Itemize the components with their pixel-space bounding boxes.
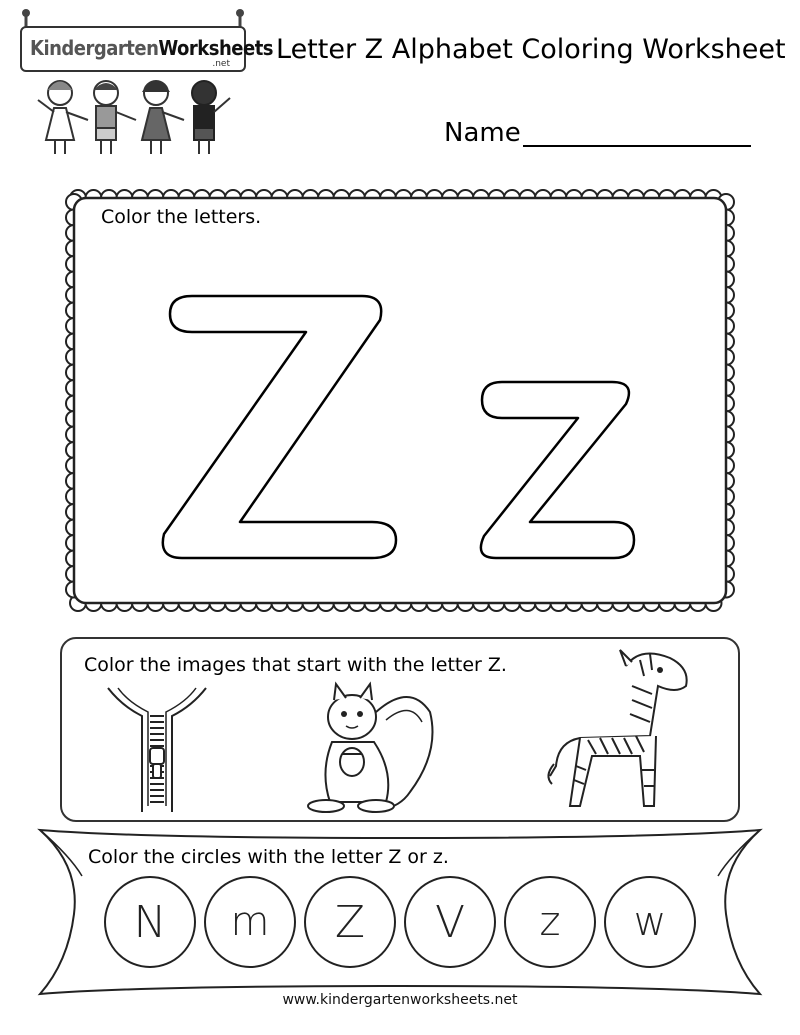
lowercase-z-outline[interactable] <box>481 382 634 558</box>
footer-url: www.kindergartenworksheets.net <box>282 992 518 1008</box>
site-logo <box>18 8 274 158</box>
page-title: Letter Z Alphabet Coloring Worksheet <box>276 34 786 65</box>
letter-circle-1[interactable]: N <box>104 876 196 968</box>
name-field[interactable] <box>444 118 751 148</box>
letters-instruction: Color the letters. <box>101 206 262 228</box>
letter-circle-2[interactable]: m <box>204 876 296 968</box>
squirrel-icon[interactable] <box>290 672 450 817</box>
letter-circle-3[interactable]: Z <box>304 876 396 968</box>
name-blank-line[interactable] <box>523 118 751 147</box>
logo-suffix: .net <box>212 59 230 69</box>
logo-sign <box>20 26 274 72</box>
zipper-icon[interactable] <box>102 686 212 816</box>
name-label: Name <box>444 118 521 148</box>
zebra-icon[interactable] <box>540 646 700 818</box>
letter-circle-4[interactable]: V <box>404 876 496 968</box>
logo-text: KindergartenWorksheets <box>30 36 274 60</box>
letter-circle-6[interactable]: w <box>604 876 696 968</box>
circles-instruction: Color the circles with the letter Z or z. <box>88 846 449 868</box>
uppercase-z-outline[interactable] <box>163 296 396 558</box>
letter-circle-5[interactable]: z <box>504 876 596 968</box>
letter-z-outlines <box>140 280 640 590</box>
images-instruction: Color the images that start with the letter Z. <box>84 654 507 676</box>
